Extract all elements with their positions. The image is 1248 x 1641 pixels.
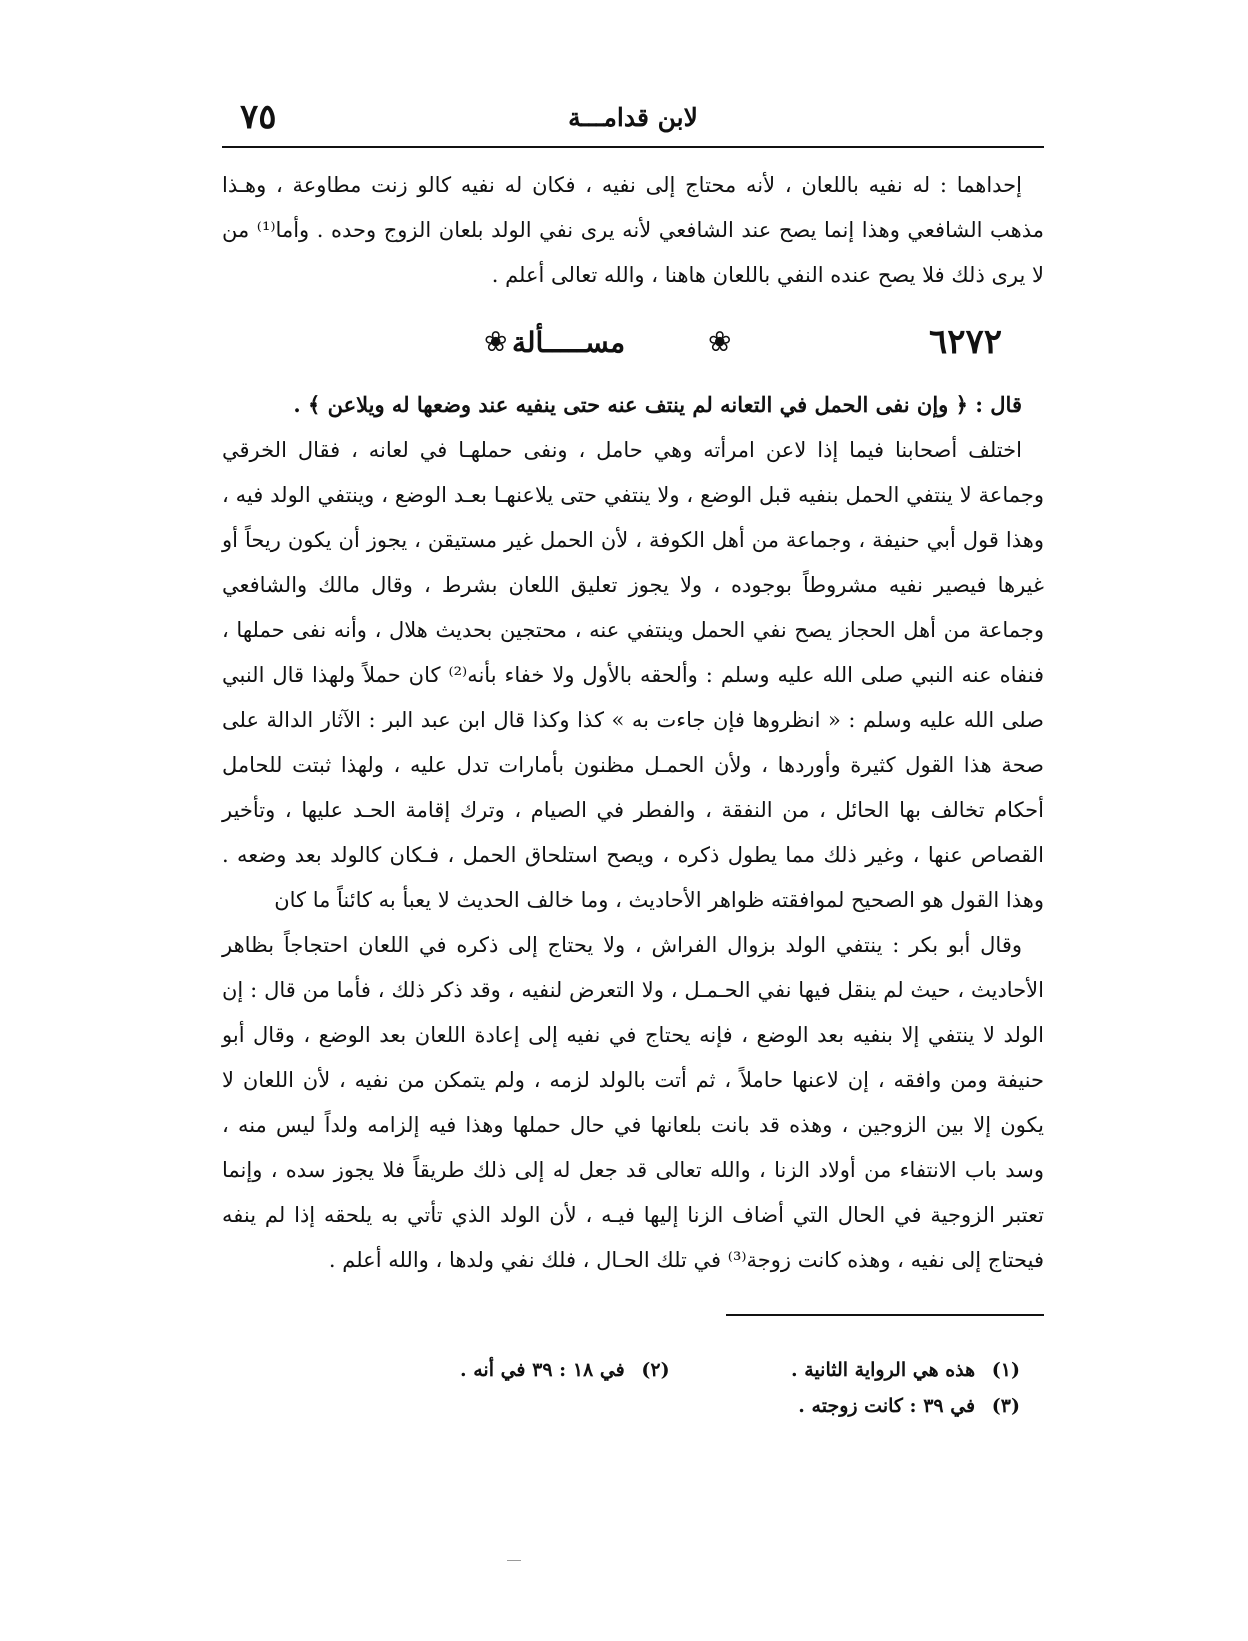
- quote-text: قال : ﴿ وإن نفى الحمل في التعانه لم ينتف عنه حتى ينفيه عند وضعها له ويلاعن ﴾ .: [293, 392, 1022, 417]
- footnotes: [460, 1352, 1020, 1424]
- footnote-1: [791, 1352, 1020, 1388]
- running-title: لابن قدامـــة: [568, 103, 698, 132]
- page-header: [222, 95, 1044, 145]
- footnote-rule: [726, 1314, 1044, 1316]
- quoted-ruling: [222, 382, 1044, 427]
- page-number: ٧٥: [240, 97, 277, 137]
- main-paragraph-1: اختلف أصحابنا فيما إذا لاعن امرأته وهي حامل ، ونفى حملهـا في لعانه ، فقال الخرقي وجماعة لا ينتفي الحمل بنفيه قبل الوضع ، ولا ينتفي حتى يلاعنهـا بعـد الوضع ، وينتفي الولد فيه ، وهذا قول أبي حنيفة ، وجماعة من أهل الكوفة ، لأن الحمل غير مستيقن ، يجوز أن يكون ريحاً أو غيرها فيصير نفيه مشروطاً بوجوده ، ولا يجوز تعليق اللعان بشرط ، وقال مالك والشافعي وجماعة من أهل الحجاز يصح نفي الحمل وينتفي عنه ، محتجين بحديث هلال ، وأنه نفى حملها ، فنفاه عنه النبي صلى الله عليه وسلم : وألحقه بالأول ولا خفاء بأنه⁽²⁾ كان حملاً ولهذا قال النبي صلى الله عليه وسلم : « انظروها فإن جاءت به » كذا وكذا قال ابن عبد البر : الآثار الدالة على صحة هذا القول كثيرة وأوردها ، ولأن الحمـل مظنون بأمارات تدل عليه ، ولهذا ثبتت للحامل أحكام تخالف بها الحائل ، من النفقة ، والفطر في الصيام ، وترك إقامة الحـد عليها ، وتأخير القصاص عنها ، وغير ذلك مما يطول ذكره ، ويصح استلحاق الحمل ، فـكان كالولد بعد وضعه . وهذا القول هو الصحيح لموافقته ظواهر الأحاديث ، وما خالف الحديث لا يعبأ به كائناً ما كان: [222, 438, 1044, 912]
- issue-title: مســـــألة: [512, 326, 626, 359]
- flower-ornament-icon: ❀: [484, 325, 508, 358]
- main-paragraph-2: وقال أبو بكر : ينتفي الولد بزوال الفراش ، ولا يحتاج إلى ذكره في اللعان احتجاجاً بظاهر الأحاديث ، حيث لم ينقل فيها نفي الحـمـل ، ولا التعرض لنفيه ، وقد ذكر ذلك ، فأما من قال : إن الولد لا ينتفي إلا بنفيه بعد الوضع ، فإنه يحتاج في نفيه إلى إعادة اللعان بعد الوضع ، وقال أبو حنيفة ومن وافقه ، إن لاعنها حاملاً ، ثم أتت بالولد لزمه ، ولم يتمكن من نفيه ، لأن اللعان لا يكون إلا بين الزوجين ، وهذه قد بانت بلعانها في حال حملها وهذا فيه إلزامه ولداً ليس منه ، وسد باب الانتفاء من أولاد الزنا ، والله تعالى قد جعل له إلى ذلك طريقاً فلا يجوز سده ، وإنما تعتبر الزوجية في الحال التي أضاف الزنا إليها فيـه ، لأن الولد الذي تأتي به يلحقه إذا لم ينفه فيحتاج إلى نفيه ، وهذه كانت زوجة⁽³⁾ في تلك الحـال ، فلك نفي ولدها ، والله أعلم .: [222, 933, 1044, 1272]
- footnote-row: [460, 1352, 1020, 1388]
- footnote-2-mark: (٢): [641, 1359, 670, 1381]
- main-discussion: [222, 428, 1044, 1283]
- issue-number: ٦٢٧٢: [928, 322, 1002, 362]
- flower-ornament-icon: ❀: [708, 325, 732, 358]
- footnote-2-text: في ١٨ : ٣٩ في أنه .: [460, 1359, 625, 1381]
- footnote-2: [460, 1352, 670, 1388]
- intro-section: [222, 163, 1044, 298]
- footnote-3: [798, 1388, 1020, 1424]
- header-rule: [222, 146, 1044, 148]
- intro-paragraph: إحداهما : له نفيه باللعان ، لأنه محتاج إلى نفيه ، فكان له نفيه كالو زنت مطاوعة ، وهـذا مذهب الشافعي وهذا إنما يصح عند الشافعي لأنه يرى نفي الولد بلعان الزوج وحده . وأما⁽¹⁾ من لا يرى ذلك فلا يصح عنده النفي باللعان هاهنا ، والله تعالى أعلم .: [222, 173, 1044, 287]
- footnote-3-text: في ٣٩ : كانت زوجته .: [798, 1395, 976, 1417]
- issue-heading: [222, 318, 1044, 376]
- footnote-3-mark: (٣): [991, 1395, 1020, 1417]
- footnote-1-text: هذه هي الرواية الثانية .: [791, 1359, 976, 1381]
- footnote-1-mark: (١): [991, 1359, 1020, 1381]
- scan-mark: [507, 1560, 521, 1561]
- footnote-row: [460, 1388, 1020, 1424]
